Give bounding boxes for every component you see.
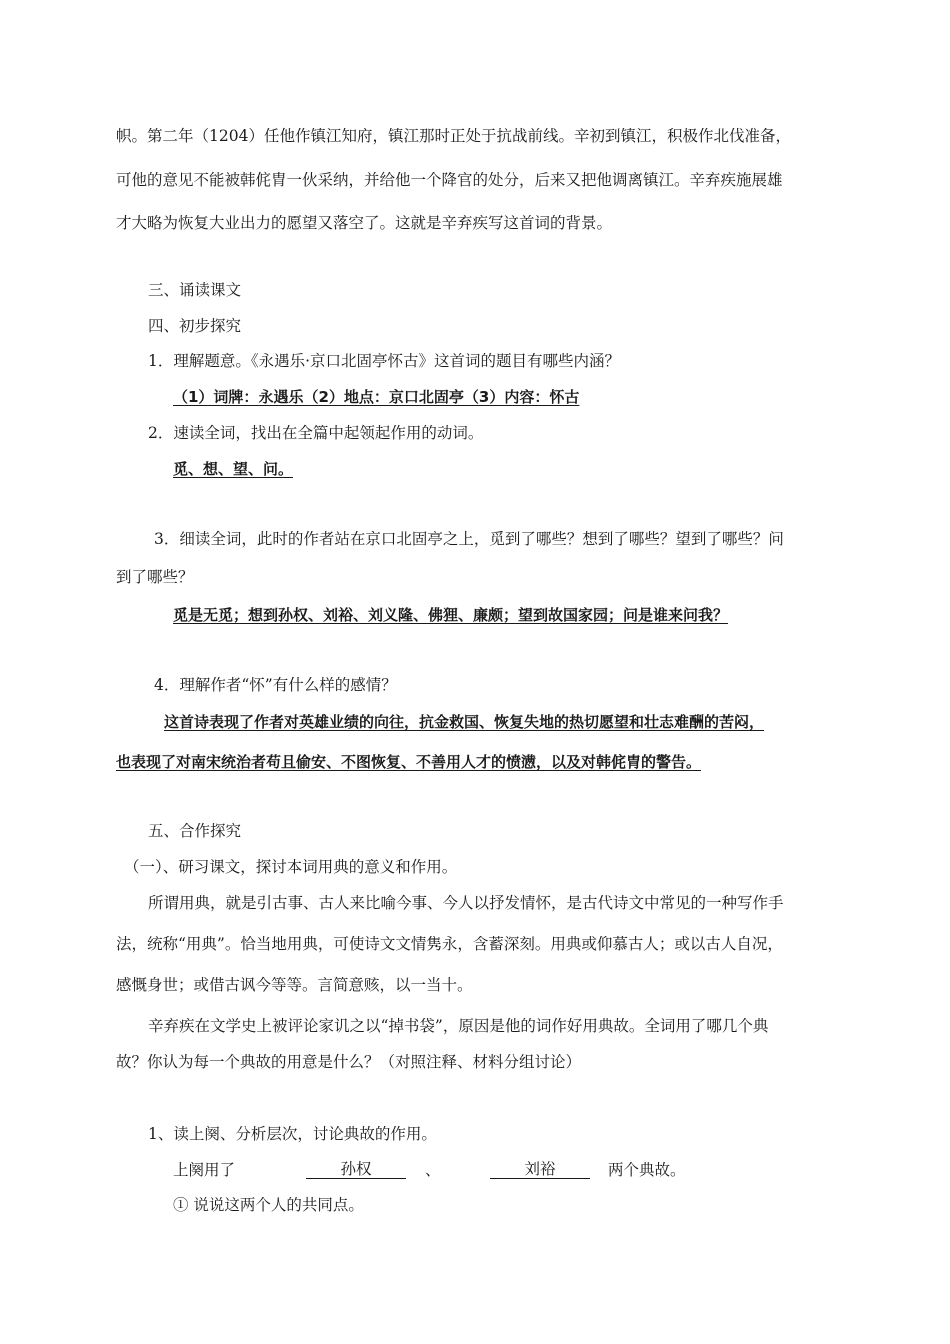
discussion-item-1: 1、读上阕、分析层次，讨论典故的作用。 [148,1125,437,1143]
question-3-line-2: 到了哪些？ [116,568,194,586]
answer-1: （1）词牌：永遇乐（2）地点：京口北固亭（3）内容：怀古 [173,388,580,406]
intro-line-3: 才大略为恢复大业出力的愿望又落空了。这就是辛弃疾写这首词的背景。 [116,214,613,232]
paragraph-1-line-2: 法，统称“用典”。恰当地用典，可使诗文文情隽永，含蓄深刻。用典或仰慕古人；或以古人自况， [116,935,783,953]
sub-item-1: ① 说说这两个人的共同点。 [173,1196,364,1214]
subsection-1-heading: （一）、研习课文，探讨本词用典的意义和作用。 [124,858,458,876]
question-2: 2．速读全词，找出在全篇中起领起作用的动词。 [148,424,484,442]
paragraph-2-line-1: 辛弃疾在文学史上被评论家讥之以“掉书袋”，原因是他的词作好用典故。全词用了哪几个典 [148,1017,769,1035]
fill-suffix: 两个典故。 [608,1161,686,1179]
paragraph-1-line-3: 感慨身世；或借古讽今等等。言简意赅，以一当十。 [116,976,473,994]
fill-prefix: 上阕用了 [173,1161,236,1179]
intro-line-1: 帜。第二年（1204）任他作镇江知府，镇江那时正处于抗战前线。辛初到镇江，积极作北伐准备， [116,127,791,145]
fill-answer-1: 孙权 [306,1160,406,1179]
section-4-heading: 四、初步探究 [148,317,242,335]
fill-separator: 、 [425,1161,441,1179]
fill-answer-2: 刘裕 [490,1160,590,1179]
question-4: 4．理解作者“怀”有什么样的感情？ [154,676,397,694]
answer-4-line-1: 这首诗表现了作者对英雄业绩的向往，抗金救国、恢复失地的热切愿望和壮志难酬的苦闷， [164,713,765,731]
fill-in-blank-line [173,1160,686,1180]
intro-line-2: 可他的意见不能被韩侂胄一伙采纳，并给他一个降官的处分，后来又把他调离镇江。辛弃疾施展雄 [116,171,783,189]
section-3-heading: 三、诵读课文 [148,281,242,299]
question-1: 1．理解题意。《永遇乐·京口北固亭怀古》这首词的题目有哪些内涵？ [148,352,621,370]
answer-4-line-2: 也表现了对南宋统治者苟且偷安、不图恢复、不善用人才的愤懑，以及对韩侂胄的警告。 [116,753,702,771]
question-3-line-1: 3．细读全词，此时的作者站在京口北固亭之上，觅到了哪些？想到了哪些？望到了哪些？问 [154,530,784,548]
answer-3: 觅是无觅；想到孙权、刘裕、刘义隆、佛狸、廉颇；望到故国家园；问是谁来问我？ [173,606,729,624]
paragraph-2-line-2: 故？你认为每一个典故的用意是什么？（对照注释、材料分组讨论） [116,1053,582,1071]
section-5-heading: 五、合作探究 [148,822,242,840]
paragraph-1-line-1: 所谓用典，就是引古事、古人来比喻今事、今人以抒发情怀，是古代诗文中常见的一种写作手 [148,894,784,912]
answer-2: 觅、想、望、问。 [173,460,294,478]
